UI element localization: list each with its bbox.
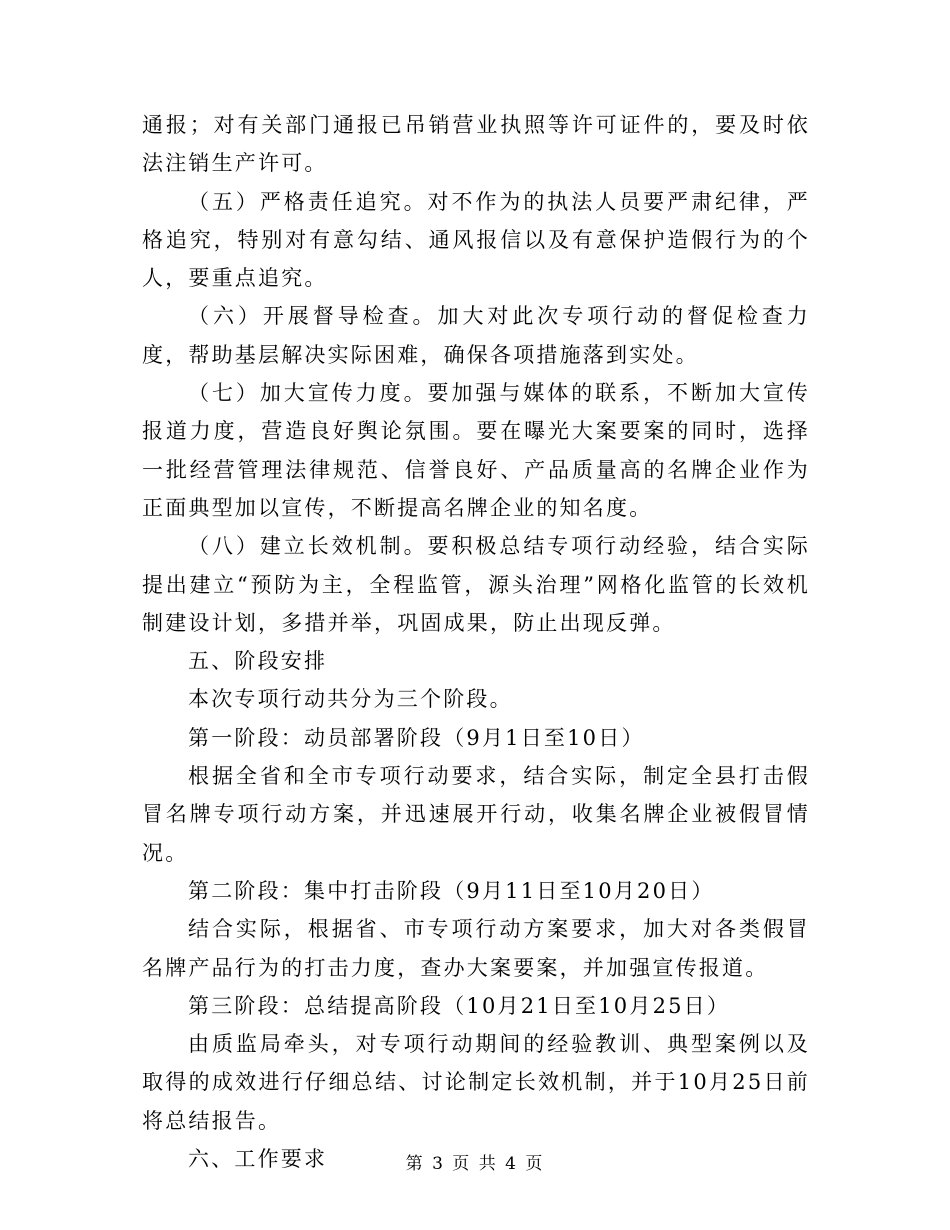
paragraph: 结合实际，根据省、市专项行动方案要求，加大对各类假冒名牌产品行为的打击力度，查办大案要案，并加强宣传报道。 bbox=[142, 917, 810, 980]
paragraph: （八）建立长效机制。要积极总结专项行动经验，结合实际提出建立“预防为主，全程监管，源头治理”网格化监管的长效机制建设计划，多措并举，巩固成果，防止出现反弹。 bbox=[142, 534, 810, 635]
paragraph: 根据全省和全市专项行动要求，结合实际，制定全县打击假冒名牌专项行动方案，并迅速展开行动，收集名牌企业被假冒情况。 bbox=[142, 764, 810, 865]
document-body bbox=[142, 106, 810, 1178]
paragraph: （六）开展督导检查。加大对此次专项行动的督促检查力度，帮助基层解决实际困难，确保各项措施落到实处。 bbox=[142, 304, 810, 367]
stage-heading: 第三阶段：总结提高阶段（10月21日至10月25日） bbox=[188, 993, 731, 1018]
paragraph: 通报；对有关部门通报已吊销营业执照等许可证件的，要及时依法注销生产许可。 bbox=[142, 113, 810, 176]
section-heading: 六、工作要求 bbox=[188, 1147, 328, 1172]
paragraph: （五）严格责任追究。对不作为的执法人员要严肃纪律，严格追究，特别对有意勾结、通风报信以及有意保护造假行为的个人，要重点追究。 bbox=[142, 189, 810, 291]
paragraph: 本次专项行动共分为三个阶段。 bbox=[188, 687, 513, 712]
section-heading: 五、阶段安排 bbox=[188, 649, 328, 674]
paragraph: （七）加大宣传力度。要加强与媒体的联系，不断加大宣传报道力度，营造良好舆论氛围。要在曝光大案要案的同时，选择一批经营管理法律规范、信誉良好、产品质量高的名牌企业作为正面典型加以宣传，不断提高名牌企业的知名度。 bbox=[142, 381, 810, 520]
stage-heading: 第二阶段：集中打击阶段（9月11日至10月20日） bbox=[188, 878, 715, 903]
paragraph: 由质监局牵头，对专项行动期间的经验教训、典型案例以及取得的成效进行仔细总结、讨论制定长效机制，并于10月25日前将总结报告。 bbox=[142, 1032, 810, 1133]
page-number-footer: 第 3 页 共 4 页 bbox=[405, 1154, 545, 1174]
stage-heading: 第一阶段：动员部署阶段（9月1日至10日） bbox=[188, 725, 645, 750]
